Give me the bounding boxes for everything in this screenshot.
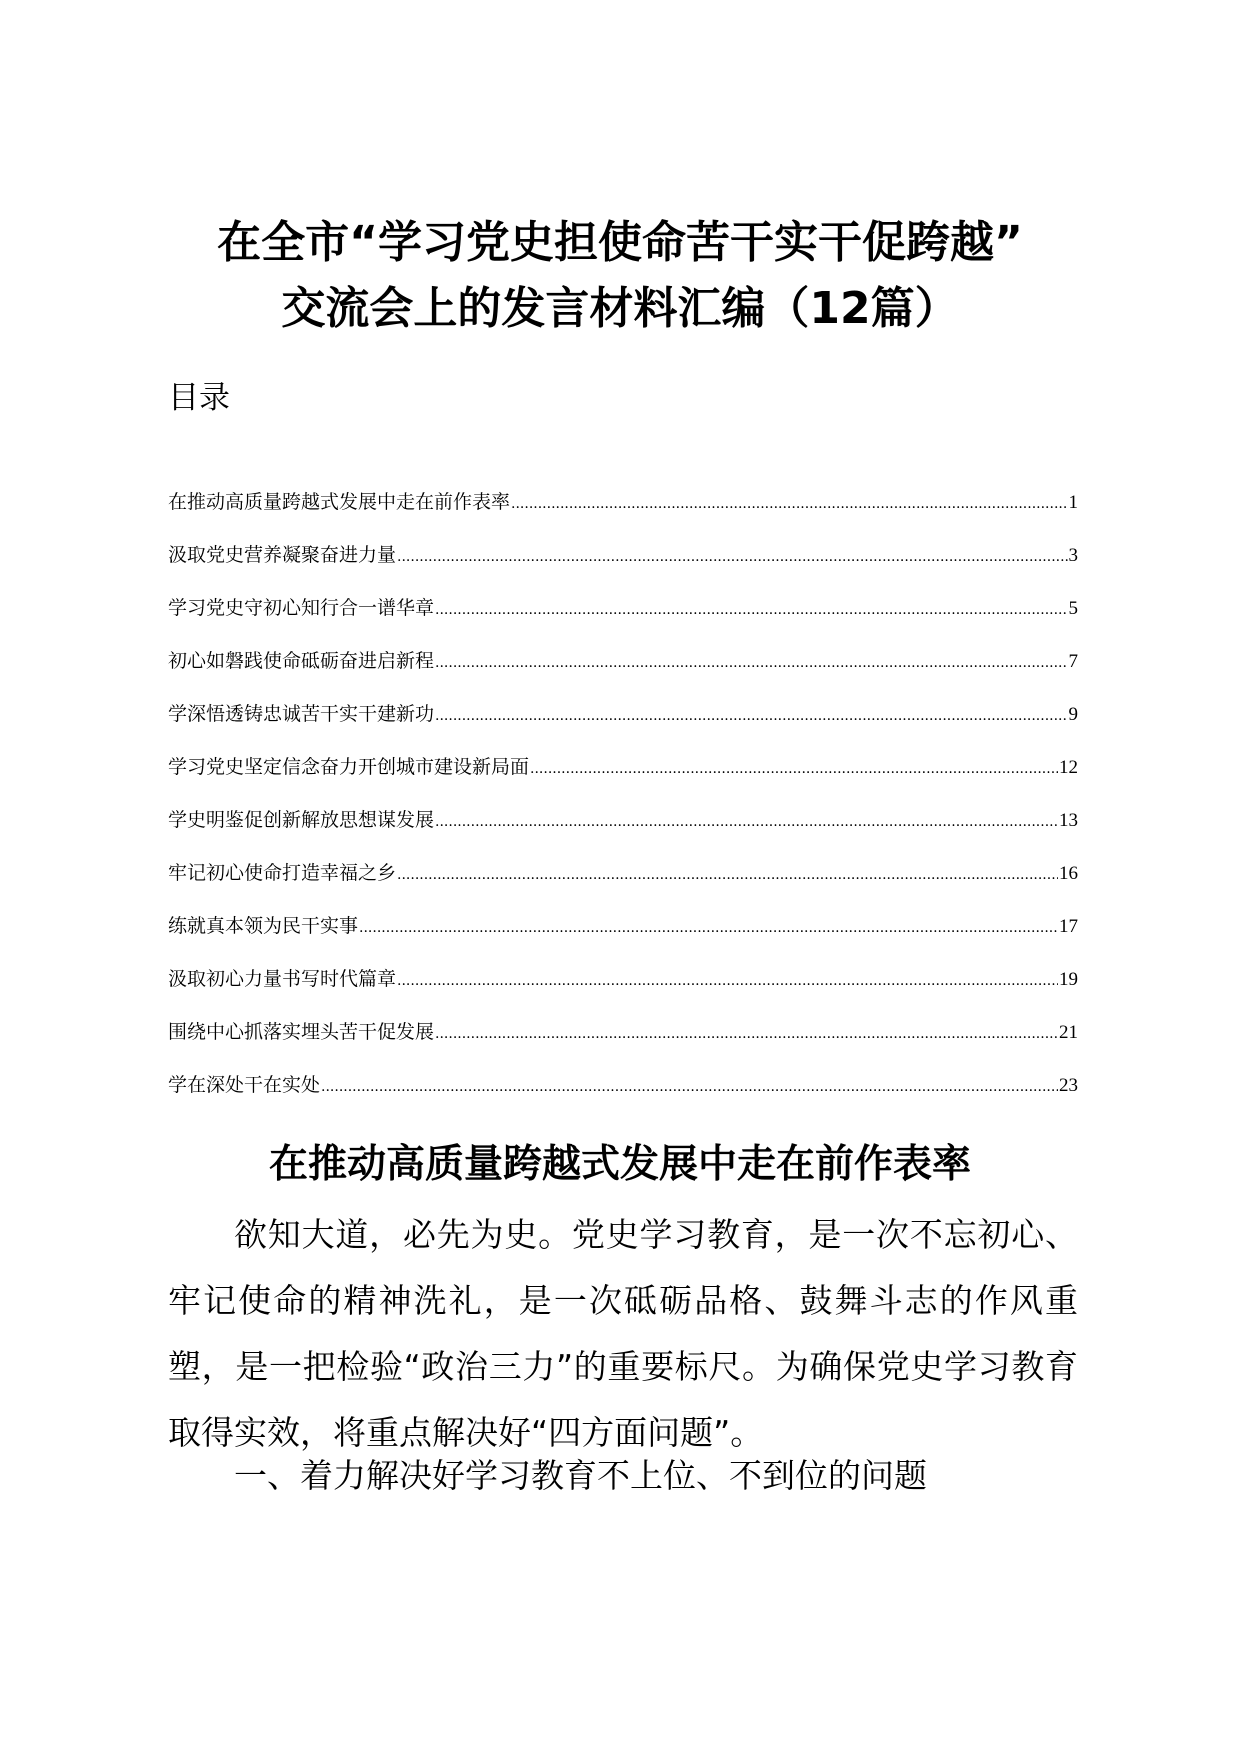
toc-heading: 目录: [168, 380, 230, 416]
toc-entry-title: 学深悟透铸忠诚苦干实干建新功: [168, 703, 435, 725]
toc-entry[interactable]: [168, 543, 1078, 596]
toc-entry-page: 16: [1059, 863, 1078, 884]
toc-dot-leader: [435, 808, 1058, 834]
toc-entry-title: 学史明鉴促创新解放思想谋发展: [168, 809, 435, 831]
toc-entry-page: 7: [1068, 651, 1078, 672]
toc-dot-leader: [397, 967, 1058, 993]
toc-entry-title: 在推动高质量跨越式发展中走在前作表率: [168, 491, 511, 513]
document-title-line-1: 在全市“学习党史担使命苦干实干促跨越”: [217, 217, 1023, 268]
toc-entry-title: 练就真本领为民干实事: [168, 915, 359, 937]
toc-entry[interactable]: [168, 596, 1078, 649]
toc-entry-page: 13: [1059, 810, 1078, 831]
subheading: 一、着力解决好学习教育不上位、不到位的问题: [234, 1456, 927, 1495]
toc-entry-title: 学习党史守初心知行合一谱华章: [168, 597, 435, 619]
toc-entry[interactable]: [168, 967, 1078, 1020]
toc-entry-title: 汲取初心力量书写时代篇章: [168, 968, 397, 990]
toc-entry[interactable]: [168, 649, 1078, 702]
toc-entry-page: 17: [1059, 916, 1078, 937]
toc-entry-page: 12: [1059, 757, 1078, 778]
toc-entry-title: 牢记初心使命打造幸福之乡: [168, 862, 397, 884]
toc-entry-page: 5: [1068, 598, 1078, 619]
toc-entry[interactable]: [168, 755, 1078, 808]
toc-dot-leader: [435, 649, 1067, 675]
toc-entry-title: 围绕中心抓落实埋头苦干促发展: [168, 1021, 435, 1043]
toc-entry-title: 学习党史坚定信念奋力开创城市建设新局面: [168, 756, 530, 778]
section-title: 在推动高质量跨越式发展中走在前作表率: [268, 1142, 971, 1187]
toc-entry-page: 3: [1068, 545, 1078, 566]
toc-entry-page: 19: [1059, 969, 1078, 990]
toc-dot-leader: [511, 490, 1067, 516]
toc-dot-leader: [397, 861, 1058, 887]
toc-entry-page: 21: [1059, 1022, 1078, 1043]
toc-dot-leader: [435, 702, 1067, 728]
toc-entry[interactable]: [168, 1020, 1078, 1073]
toc-entry-title: 汲取党史营养凝聚奋进力量: [168, 544, 397, 566]
toc-entry[interactable]: [168, 1073, 1078, 1126]
toc-entry-page: 1: [1068, 492, 1078, 513]
toc-entry[interactable]: [168, 914, 1078, 967]
toc-entry-title: 学在深处干在实处: [168, 1074, 321, 1096]
toc-dot-leader: [435, 596, 1067, 622]
table-of-contents: [168, 490, 1078, 1126]
toc-entry[interactable]: [168, 490, 1078, 543]
toc-dot-leader: [530, 755, 1058, 781]
toc-entry[interactable]: [168, 808, 1078, 861]
toc-entry[interactable]: [168, 861, 1078, 914]
toc-entry-title: 初心如磐践使命砥砺奋进启新程: [168, 650, 435, 672]
toc-dot-leader: [435, 1020, 1058, 1046]
toc-entry-page: 23: [1059, 1075, 1078, 1096]
toc-entry-page: 9: [1068, 704, 1078, 725]
toc-dot-leader: [359, 914, 1058, 940]
body-paragraph: 欲知大道，必先为史。党史学习教育，是一次不忘初心、牢记使命的精神洗礼，是一次砥砺品格、鼓舞斗志的作风重塑，是一把检验“政治三力”的重要标尺。为确保党史学习教育取得实效，将重点解决好“四方面问题”。: [168, 1215, 1078, 1452]
document-title: [0, 210, 1240, 342]
toc-entry[interactable]: [168, 702, 1078, 755]
toc-dot-leader: [397, 543, 1067, 569]
toc-dot-leader: [321, 1073, 1058, 1099]
document-title-line-2: 交流会上的发言材料汇编（12篇）: [281, 283, 959, 334]
